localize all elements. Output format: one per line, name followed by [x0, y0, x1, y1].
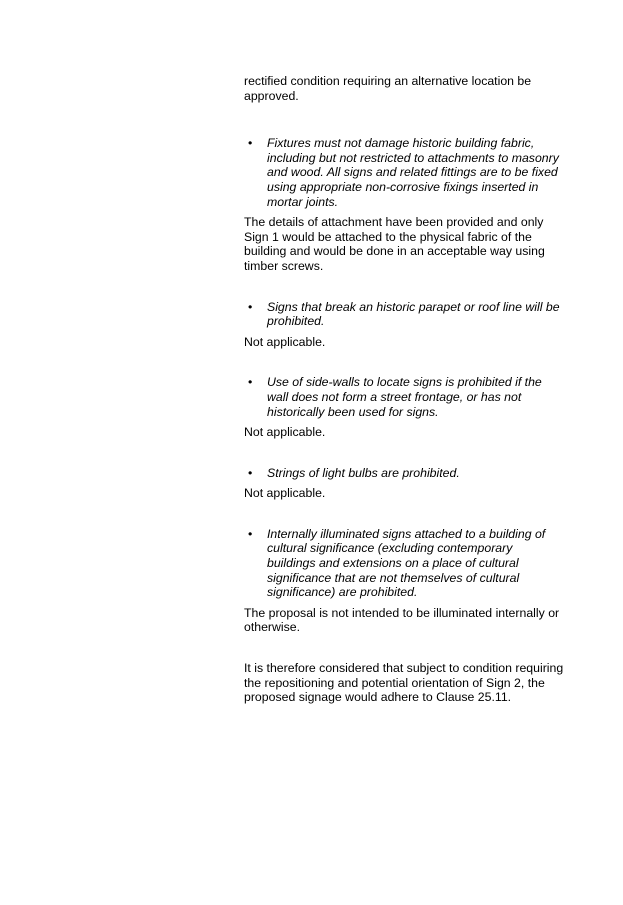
list-item: [244, 300, 564, 350]
list-item: [244, 136, 564, 273]
response-paragraph: Not applicable.: [244, 486, 326, 501]
bullet-dot-icon: •: [248, 136, 253, 151]
bullet-point: [244, 375, 564, 419]
bullet-text: Fixtures must not damage historic building fabric, including but not restricted to attachments to masonry and wood. All signs and related fittings are to be fixed using appropriate non-corrosive fixings inserted in mortar joints.: [267, 136, 559, 209]
response-paragraph: Not applicable.: [244, 425, 326, 440]
conclusion-paragraph: It is therefore considered that subject to condition requiring the repositioning and potential orientation of Sign 2, the proposed signage would adhere to Clause 25.11.: [244, 661, 564, 705]
response-paragraph: The details of attachment have been provided and only Sign 1 would be attached to the physical fabric of the building and would be done in an acceptable way using timber screws.: [244, 215, 545, 273]
bullet-point: [244, 136, 564, 209]
bullet-text: Internally illuminated signs attached to a building of cultural significance (excluding contemporary buildings and extensions on a place of cultural significance that are not themselves of cultural significance) are prohibited.: [267, 526, 546, 600]
bullet-text: Signs that break an historic parapet or roof line will be prohibited.: [267, 299, 560, 329]
list-item: [244, 375, 564, 439]
bullet-point: [244, 300, 564, 329]
intro-paragraph: rectified condition requiring an alternative location be approved.: [244, 74, 532, 103]
response-paragraph: Not applicable.: [244, 334, 326, 349]
bullet-dot-icon: •: [248, 465, 253, 480]
bullet-dot-icon: •: [248, 299, 253, 314]
bullet-text: Use of side-walls to locate signs is prohibited if the wall does not form a street frontage, or has not historically been used for signs.: [267, 375, 542, 419]
list-item: [244, 466, 564, 501]
bullet-point: [244, 466, 564, 481]
response-paragraph: The proposal is not intended to be illuminated internally or otherwise.: [244, 605, 560, 635]
bullet-dot-icon: •: [248, 375, 253, 390]
text-column: [244, 74, 564, 705]
bullet-dot-icon: •: [248, 526, 253, 541]
bullet-text: Strings of light bulbs are prohibited.: [267, 465, 460, 480]
bullet-point: [244, 527, 564, 600]
list-item: [244, 527, 564, 635]
